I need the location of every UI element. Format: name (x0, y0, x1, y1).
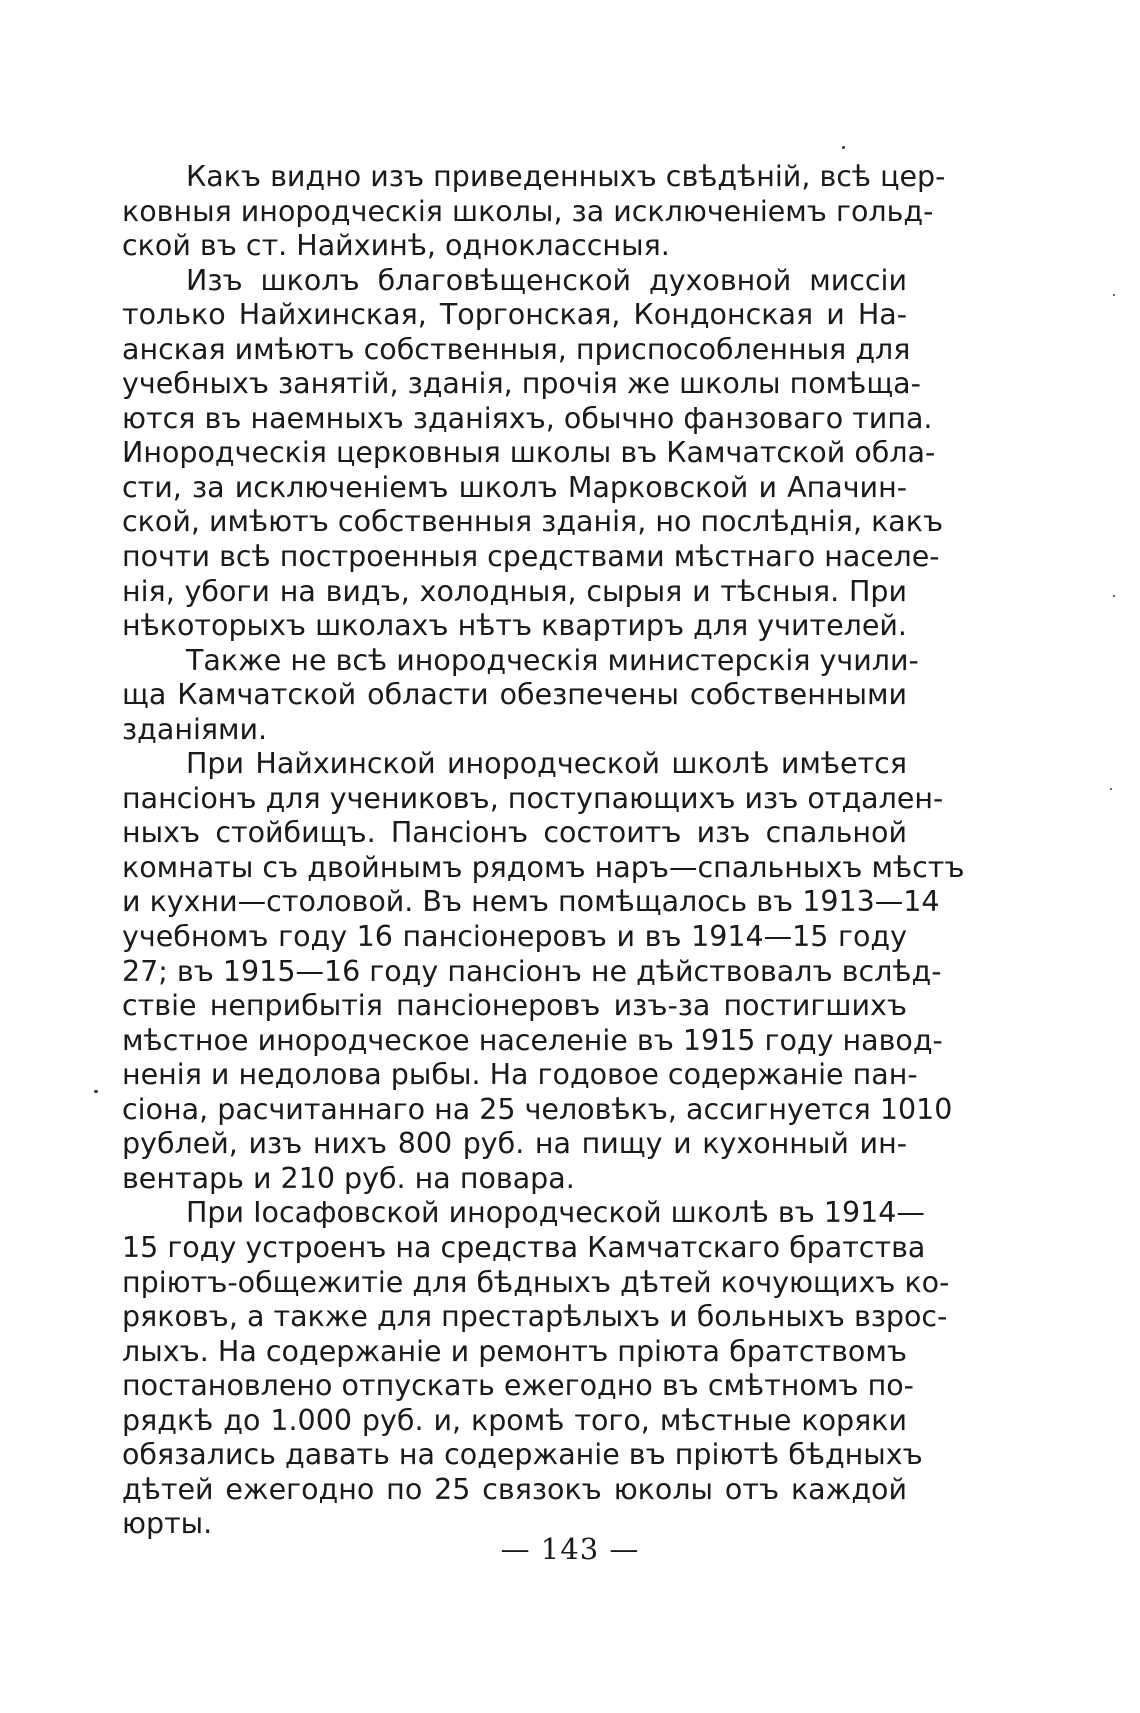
text-line: и кухни—столовой. Въ немъ помѣщалось въ 1913—14 (122, 885, 940, 919)
text-line: учебномъ году 16 пансіонеровъ и въ 1914—15 году (122, 920, 907, 954)
text-line: ряковъ, а также для престарѣлыхъ и больныхъ взрос- (122, 1300, 948, 1334)
text-line: При Іосафовской инородческой школѣ въ 1914— (186, 1196, 925, 1230)
text-line: ской въ ст. Найхинѣ, одноклассныя. (122, 229, 670, 263)
text-line: пансіонъ для учениковъ, поступающихъ изъ отдален- (122, 781, 944, 815)
text-line: обязались давать на содержаніе въ пріютѣ бѣдныхъ (122, 1438, 923, 1472)
paragraph (122, 263, 944, 644)
text-line: почти всѣ построенныя средствами мѣстнаго населе- (122, 540, 940, 574)
text-line: Какъ видно изъ приведенныхъ свѣдѣній, всѣ цер- (186, 160, 946, 193)
text-line: ща Камчатской области обезпечены собственными (122, 678, 907, 712)
text-line: Изъ школъ благовѣщенской духовной миссіи (186, 263, 907, 297)
text-line: ненія и недолова рыбы. На годовое содержаніе пан- (122, 1058, 918, 1092)
paragraph (122, 643, 919, 748)
paragraph (122, 1196, 950, 1541)
text-line: Инородческія церковныя школы въ Камчатской обла- (122, 436, 936, 470)
body-text (122, 160, 965, 1542)
page-speck (1113, 294, 1115, 296)
text-line: рядкѣ до 1.000 руб. и, кромѣ того, мѣстные коряки (122, 1403, 907, 1437)
text-line: Также не всѣ инородческія министерскія учили- (186, 643, 919, 677)
text-line: рублей, изъ нихъ 800 руб. на пищу и кухонный ин- (122, 1127, 907, 1161)
text-line: постановлено отпускать ежегодно въ смѣтномъ по- (122, 1369, 914, 1403)
text-line: 15 году устроенъ на средства Камчатскаго братства (122, 1230, 926, 1264)
text-line: сіона, расчитаннаго на 25 человѣкъ, ассигнуется 1010 (122, 1092, 953, 1126)
text-line: анская имѣютъ собственныя, приспособленныя для (122, 332, 911, 366)
paragraph (122, 747, 965, 1196)
text-line: ствіе неприбытія пансіонеровъ изъ-за постигшихъ (122, 989, 907, 1023)
text-line: лыхъ. На содержаніе и ремонтъ пріюта братствомъ (122, 1334, 907, 1368)
page-speck (842, 146, 845, 149)
text-line: При Найхинской инородческой школѣ имѣется (186, 747, 907, 781)
text-line: юрты. (122, 1507, 213, 1541)
text-line: ковныя инородческія школы, за исключеніемъ гольд- (122, 194, 934, 228)
text-line: ской, имѣютъ собственныя зданія, но послѣднія, какъ (122, 505, 944, 539)
text-line: дѣтей ежегодно по 25 связокъ юколы отъ каждой (122, 1472, 907, 1506)
text-line: зданіями. (122, 712, 268, 746)
page-speck (1110, 788, 1112, 790)
text-line: учебныхъ занятій, зданія, прочія же школы помѣща- (122, 367, 921, 401)
text-line: мѣстное инородческое населеніе въ 1915 году навод- (122, 1023, 943, 1057)
text-line: 27; въ 1915—16 году пансіонъ не дѣйствовалъ вслѣд- (122, 954, 942, 988)
text-line: пріютъ-общежитіе для бѣдныхъ дѣтей кочующихъ ко- (122, 1265, 950, 1299)
page-number: — 143 — (500, 1532, 640, 1566)
text-line: только Найхинская, Торгонская, Кондонская и На- (122, 298, 907, 332)
text-line: нія, убоги на видъ, холодныя, сырыя и тѣсныя. При (122, 574, 907, 608)
text-line: сти, за исключеніемъ школъ Марковской и Апачин- (122, 470, 907, 504)
text-line: ются въ наемныхъ зданіяхъ, обычно фанзоваго типа. (122, 401, 933, 435)
text-line: ныхъ стойбищъ. Пансіонъ состоитъ изъ спальной (122, 816, 907, 850)
paragraph (122, 160, 946, 264)
page-speck (94, 1090, 98, 1093)
text-line: нѣкоторыхъ школахъ нѣтъ квартиръ для учителей. (122, 609, 907, 643)
page-speck (1113, 595, 1115, 597)
text-line: комнаты съ двойнымъ рядомъ наръ—спальныхъ мѣстъ (122, 850, 965, 884)
text-line: вентарь и 210 руб. на повара. (122, 1161, 575, 1195)
